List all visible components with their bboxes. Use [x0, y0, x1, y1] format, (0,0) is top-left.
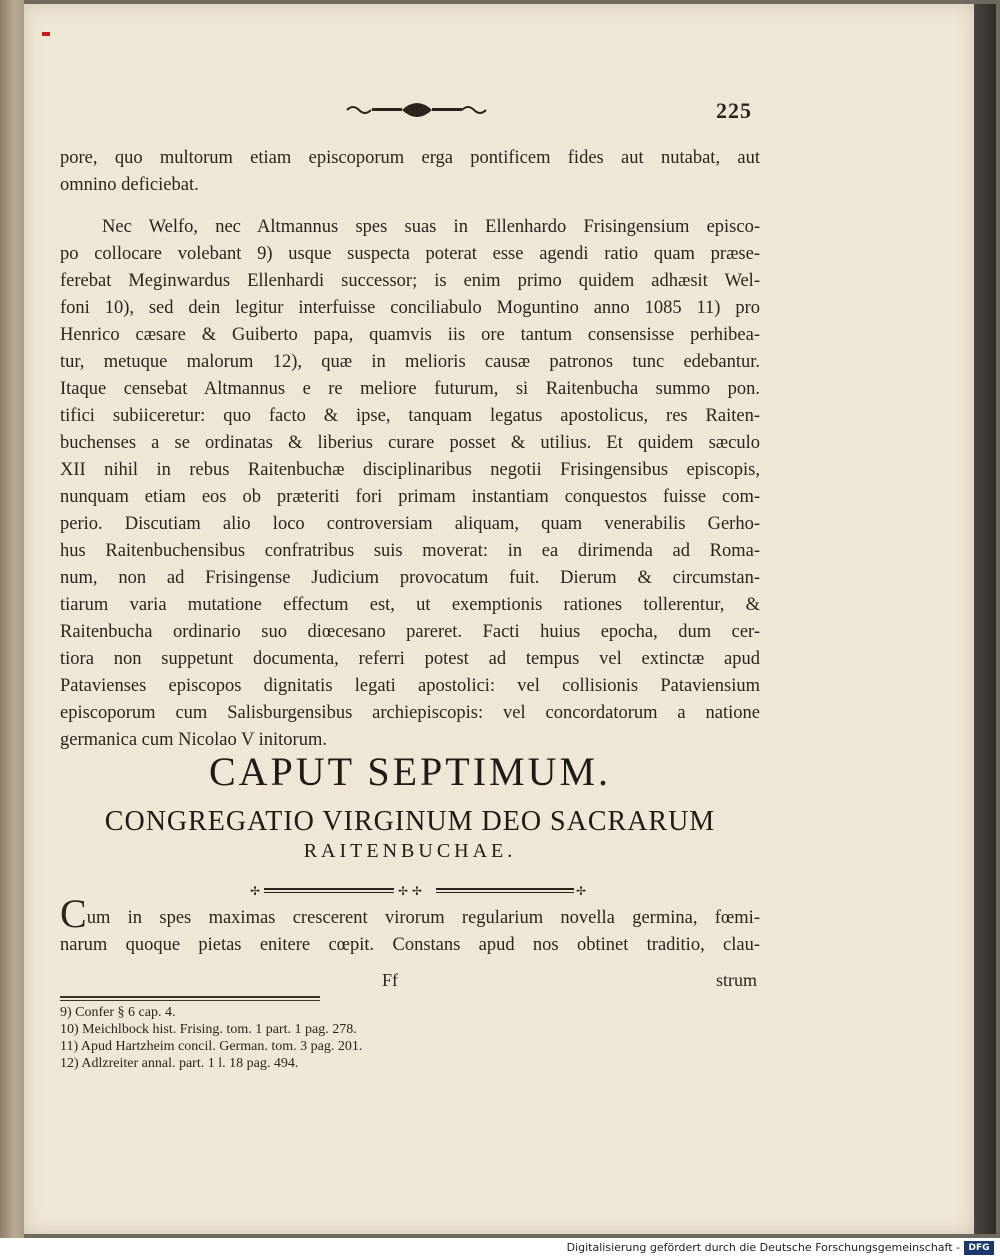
- scan-right-border: [974, 4, 996, 1234]
- text-line: perio. Discutiam alio loco controversiam aliquam, quam venerabilis Gerho-: [60, 514, 760, 534]
- text-line: hus Raitenbuchensibus confratribus suis moverat: in ea dirimenda ad Roma-: [60, 541, 760, 561]
- footnote: 9) Confer § 6 cap. 4.: [60, 1005, 176, 1020]
- paragraph-2: [60, 214, 760, 754]
- text-line: ferebat Meginwardus Ellenhardi successor; is enim primo quidem adhæsit Wel-: [60, 271, 760, 291]
- footnote: 10) Meichlbock hist. Frising. tom. 1 part. 1 pag. 278.: [60, 1022, 357, 1037]
- text-line: Nec Welfo, nec Altmannus spes suas in Ellenhardo Frisingensium episco-: [102, 217, 760, 237]
- section-divider-icon: [250, 884, 590, 898]
- paragraph-1: [60, 145, 760, 199]
- dfg-logo-icon: DFG: [964, 1241, 994, 1255]
- footnotes: [60, 1004, 560, 1072]
- text-line: tiora non suppetunt documenta, referri potest ad tempus vel extinctæ apud: [60, 649, 760, 669]
- page-number: 225: [716, 98, 752, 123]
- text-line-rest: um in spes maximas crescerent virorum regularium novella germina, fœmi-: [86, 908, 760, 928]
- text-line: tiarum varia mutatione effectum est, ut exemptionis rationes tollerentur, &: [60, 595, 760, 615]
- text-line: episcoporum cum Salisburgensibus archiepiscopis: vel concordatorum a natione: [60, 703, 760, 723]
- footnote-rule-thin: [60, 1000, 320, 1001]
- footnote: 11) Apud Hartzheim concil. German. tom. 3 pag. 201.: [60, 1039, 363, 1054]
- text-line: pore, quo multorum etiam episcoporum erga pontificem fides aut nutabat, aut: [60, 148, 760, 168]
- drop-cap: C: [60, 891, 87, 936]
- catchword: strum: [716, 970, 758, 990]
- header-ornament-icon: [342, 98, 492, 122]
- text-line: tur, metuque malorum 12), quæ in melioris causæ patronos tunc edebantur.: [60, 352, 760, 372]
- text-line: Itaque censebat Altmannus e re meliore futurum, si Raitenbucha summo pon.: [60, 379, 760, 399]
- chapter-subtitle: CONGREGATIO VIRGINUM DEO SACRARUM: [104, 806, 716, 837]
- text-line: po collocare volebant 9) usque suspecta poterat esse agendi ratio quam præse-: [60, 244, 760, 264]
- text-line: Patavienses episcopos dignitatis legati apostolici: vel collisionis Pataviensium: [60, 676, 760, 696]
- paragraph-3: [60, 891, 760, 959]
- text-line: tifici subiiceretur: quo facto & ipse, tanquam legatus apostolicus, res Raiten-: [60, 406, 760, 426]
- text-line-with-dropcap: [60, 891, 760, 936]
- book-spine-edge: [0, 0, 24, 1238]
- svg-text:✢ ✢: ✢ ✢: [398, 884, 422, 898]
- text-line: nunquam etiam eos ob præteriti fori primam instantiam conquestos fuisse com-: [60, 487, 760, 507]
- text-line: omnino deficiebat.: [60, 175, 199, 195]
- chapter-title: CAPUT SEPTIMUM.: [208, 749, 612, 794]
- text-line: germanica cum Nicolao V initorum.: [60, 730, 327, 750]
- text-line: Raitenbucha ordinario suo diœcesano pareret. Facti huius epocha, dum cer-: [60, 622, 760, 642]
- text-line: buchenses a se ordinatas & liberius curare posset & utilius. Et quidem sæculo: [60, 433, 760, 453]
- text-line: Henrico cæsare & Guiberto papa, quamvis iis ore tantum consensisse perhibea-: [60, 325, 760, 345]
- text-line: narum quoque pietas enitere cœpit. Constans apud nos obtinet traditio, clau-: [60, 935, 760, 955]
- signature-mark: Ff: [382, 970, 399, 990]
- red-edge-mark: [42, 32, 50, 36]
- chapter-subtitle-2: RAITENBUCHAE.: [303, 840, 517, 862]
- footnote: 12) Adlzreiter annal. part. 1 l. 18 pag. 494.: [60, 1056, 299, 1071]
- text-line: num, non ad Frisingense Judicium provocatum fuit. Dierum & circumstan-: [60, 568, 760, 588]
- svg-text:✢: ✢: [250, 884, 261, 898]
- text-line: XII nihil in rebus Raitenbuchæ disciplinaribus negotii Frisingensibus episcopis,: [60, 460, 760, 480]
- footnote-rule: [60, 996, 320, 998]
- svg-text:✢: ✢: [576, 884, 587, 898]
- text-line: foni 10), sed dein legitur interfuisse conciliabulo Moguntino anno 1085 11) pro: [60, 298, 760, 318]
- funding-credit: Digitalisierung gefördert durch die Deutsche Forschungsgemeinschaft -: [566, 1241, 960, 1254]
